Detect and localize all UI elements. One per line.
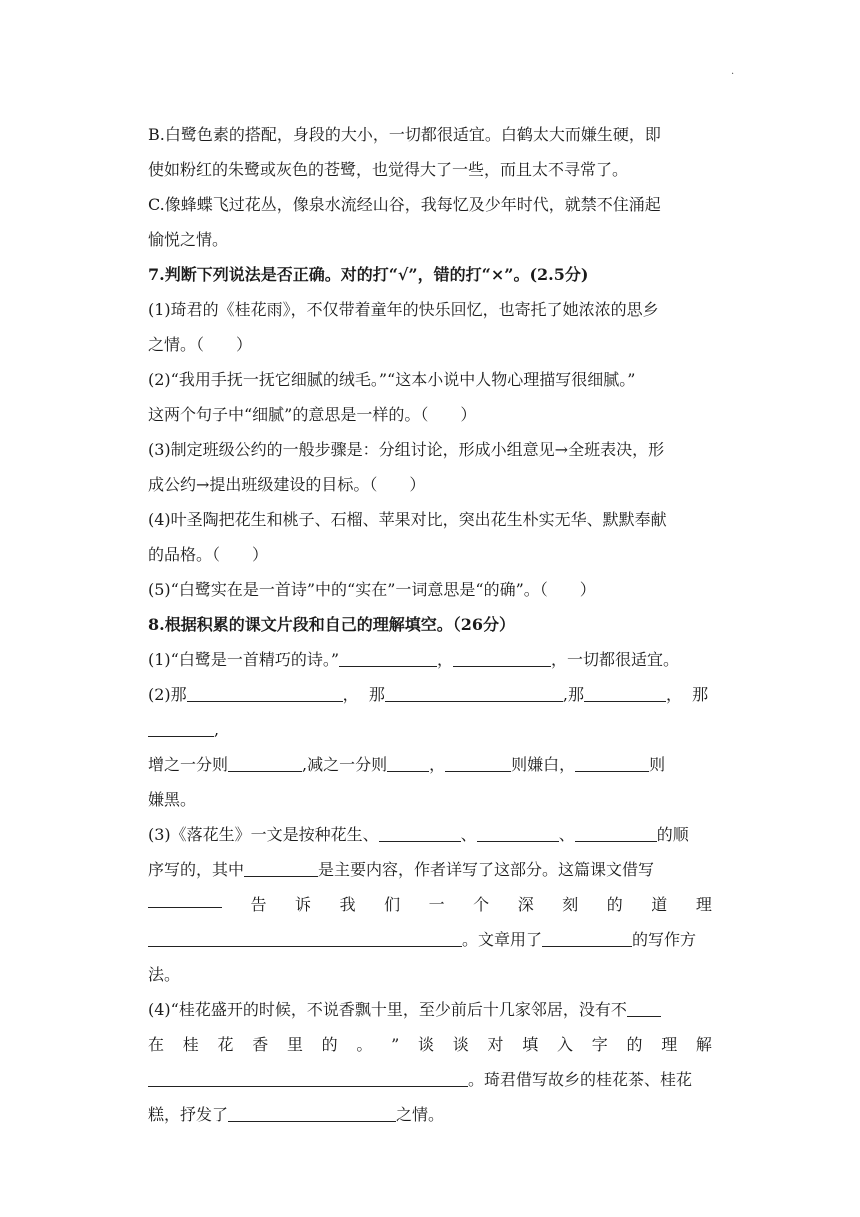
q8-item-3-text: 是主要内容，作者详写了这部分。这篇课文借写 bbox=[318, 860, 655, 879]
spaced-char: 们 bbox=[384, 895, 401, 914]
spaced-char: 花 bbox=[217, 1035, 234, 1054]
q8-item-2-text: 则嫌白， bbox=[511, 755, 576, 774]
fill-blank[interactable] bbox=[575, 821, 657, 842]
spaced-char: 告 bbox=[250, 895, 267, 914]
spaced-char: 道 bbox=[651, 895, 668, 914]
q8-item-4-text: 糕，抒发了 bbox=[148, 1105, 229, 1124]
spaced-char: 香 bbox=[252, 1035, 269, 1054]
fill-blank[interactable] bbox=[148, 887, 222, 908]
q7-item-3-line-1: (3)制定班级公约的一般步骤是：分组讨论，形成小组意见→全班表决，形 bbox=[148, 440, 665, 459]
fill-blank[interactable] bbox=[339, 646, 437, 667]
spaced-char: 的 bbox=[606, 895, 623, 914]
fill-blank[interactable] bbox=[148, 926, 462, 947]
q8-item-4-line-4 bbox=[148, 1097, 712, 1132]
spaced-char: 字 bbox=[591, 1035, 608, 1054]
fill-blank[interactable] bbox=[584, 681, 666, 702]
q8-item-2-text: ,那 bbox=[562, 685, 584, 704]
spaced-char: 理 bbox=[661, 1035, 678, 1054]
q7-item-4-line-2[interactable]: 的品格。（ ） bbox=[148, 545, 269, 564]
spaced-char: 里 bbox=[286, 1035, 303, 1054]
q8-item-3-text: 。文章用了 bbox=[462, 930, 543, 949]
spaced-char: ” bbox=[391, 1035, 400, 1054]
spaced-char: 的 bbox=[321, 1035, 338, 1054]
spaced-char: 谈 bbox=[418, 1035, 435, 1054]
fill-blank[interactable] bbox=[627, 996, 661, 1017]
q8-item-3-line-1 bbox=[148, 817, 712, 852]
fill-blank[interactable] bbox=[228, 1101, 396, 1122]
spaced-char: 在 bbox=[148, 1035, 165, 1054]
q7-item-1-line-1: (1)琦君的《桂花雨》，不仅带着童年的快乐回忆，也寄托了她浓浓的思乡 bbox=[148, 300, 659, 319]
q8-item-2-text: ， 那 bbox=[342, 685, 385, 704]
spaced-char: 的 bbox=[626, 1035, 643, 1054]
q8-item-3-line-3 bbox=[148, 887, 712, 922]
q8-item-3-text: (3)《落花生》一文是按种花生、 bbox=[148, 825, 379, 844]
q7-item-5[interactable]: (5)“白鹭实在是一首诗”中的“实在”一词意思是“的确”。（ ） bbox=[148, 580, 596, 599]
spaced-char: 刻 bbox=[562, 895, 579, 914]
q7-item-3-line-2[interactable]: 成公约→提出班级建设的目标。（ ） bbox=[148, 475, 426, 494]
q7-item-1-line-2[interactable]: 之情。（ ） bbox=[148, 335, 253, 354]
q8-item-2-text: (2)那 bbox=[148, 685, 187, 704]
q7-item-2-line-2[interactable]: 这两个句子中“细腻”的意思是一样的。（ ） bbox=[148, 405, 477, 424]
option-c-line-1: C.像蜂蝶飞过花丛，像泉水流经山谷，我每忆及少年时代，就禁不住涌起 bbox=[148, 195, 661, 214]
q8-item-3-line-4 bbox=[148, 922, 712, 957]
q8-item-2-line-1 bbox=[148, 677, 712, 712]
q8-item-2-text: 则 bbox=[649, 755, 666, 774]
option-b-line-1: B.白鹭色素的搭配，身段的大小，一切都很适宜。白鹤太大而嫌生硬，即 bbox=[148, 125, 661, 144]
fill-blank[interactable] bbox=[244, 856, 318, 877]
fill-blank[interactable] bbox=[187, 681, 343, 702]
option-b-line-2: 使如粉红的朱鹭或灰色的苍鹭，也觉得大了一些，而且太不寻常了。 bbox=[148, 160, 629, 179]
corner-mark: . bbox=[731, 66, 735, 77]
fill-blank[interactable] bbox=[387, 751, 429, 772]
q8-item-3-text: 序写的，其中 bbox=[148, 860, 245, 879]
q8-item-2-text: ， bbox=[429, 755, 446, 774]
q8-item-4-text: 之情。 bbox=[396, 1105, 445, 1124]
fill-blank[interactable] bbox=[453, 646, 551, 667]
q8-item-2-line-3 bbox=[148, 747, 712, 782]
spaced-char: 对 bbox=[487, 1035, 504, 1054]
spaced-char: 理 bbox=[695, 895, 712, 914]
spaced-char: 我 bbox=[339, 895, 356, 914]
spaced-char: 解 bbox=[695, 1035, 712, 1054]
fill-blank[interactable] bbox=[385, 681, 563, 702]
q8-item-3-text: 的顺 bbox=[656, 825, 689, 844]
question-7-title: 7.判断下列说法是否正确。对的打“√”，错的打“×”。(2.5分) bbox=[148, 265, 589, 284]
fill-blank[interactable] bbox=[148, 1066, 468, 1087]
q8-item-2-text: ， 那 bbox=[665, 685, 709, 704]
q8-item-4-text: 。琦君借写故乡的桂花茶、桂花 bbox=[468, 1070, 693, 1089]
q8-item-4-line-2 bbox=[148, 1027, 712, 1062]
spaced-char: 入 bbox=[556, 1035, 573, 1054]
question-8-title: 8.根据积累的课文片段和自己的理解填空。（26分） bbox=[148, 615, 515, 634]
fill-blank[interactable] bbox=[477, 821, 559, 842]
q8-item-4-line-3 bbox=[148, 1062, 712, 1097]
q7-item-4-line-1: (4)叶圣陶把花生和桃子、石榴、苹果对比，突出花生朴实无华、默默奉献 bbox=[148, 510, 667, 529]
q8-item-1-sep: ， bbox=[437, 650, 454, 669]
spaced-char: 深 bbox=[517, 895, 534, 914]
q8-item-3-line-5: 法。 bbox=[148, 965, 181, 984]
fill-blank[interactable] bbox=[445, 751, 511, 772]
fill-blank[interactable] bbox=[575, 751, 649, 772]
q8-item-3-text: 的写作方 bbox=[632, 930, 697, 949]
spaced-char: 个 bbox=[473, 895, 490, 914]
spaced-char: 填 bbox=[522, 1035, 539, 1054]
spaced-char: 诉 bbox=[295, 895, 312, 914]
fill-blank[interactable] bbox=[379, 821, 461, 842]
q8-item-2-line-4: 嫌黑。 bbox=[148, 790, 197, 809]
spaced-char: 一 bbox=[428, 895, 445, 914]
q8-item-3-text: 、 bbox=[558, 825, 575, 844]
option-c-line-2: 愉悦之情。 bbox=[148, 230, 229, 249]
fill-blank[interactable] bbox=[228, 751, 302, 772]
spaced-char: 谈 bbox=[452, 1035, 469, 1054]
page-content bbox=[148, 117, 712, 1132]
q8-item-4-line-1 bbox=[148, 992, 712, 1027]
q8-item-2-line-2 bbox=[148, 712, 712, 747]
q8-item-2-text: 增之一分则 bbox=[148, 755, 229, 774]
q8-item-1-text: (1)“白鹭是一首精巧的诗。” bbox=[148, 650, 340, 669]
fill-blank[interactable] bbox=[542, 926, 632, 947]
q8-item-1 bbox=[148, 642, 712, 677]
q8-item-3-text: 、 bbox=[460, 825, 477, 844]
q8-item-3-line-2 bbox=[148, 852, 712, 887]
spaced-char: 。 bbox=[356, 1035, 373, 1054]
fill-blank[interactable] bbox=[148, 716, 214, 737]
q8-item-2-text: , bbox=[214, 720, 220, 739]
q8-item-1-tail: ，一切都很适宜。 bbox=[551, 650, 680, 669]
q8-item-2-text: ,减之一分则 bbox=[302, 755, 388, 774]
spaced-char: 桂 bbox=[182, 1035, 199, 1054]
q7-item-2-line-1: (2)“我用手抚一抚它细腻的绒毛。”“这本小说中人物心理描写很细腻。” bbox=[148, 370, 636, 389]
q8-item-4-text: (4)“桂花盛开的时候，不说香飘十里，至少前后十几家邻居，没有不 bbox=[148, 1000, 627, 1019]
